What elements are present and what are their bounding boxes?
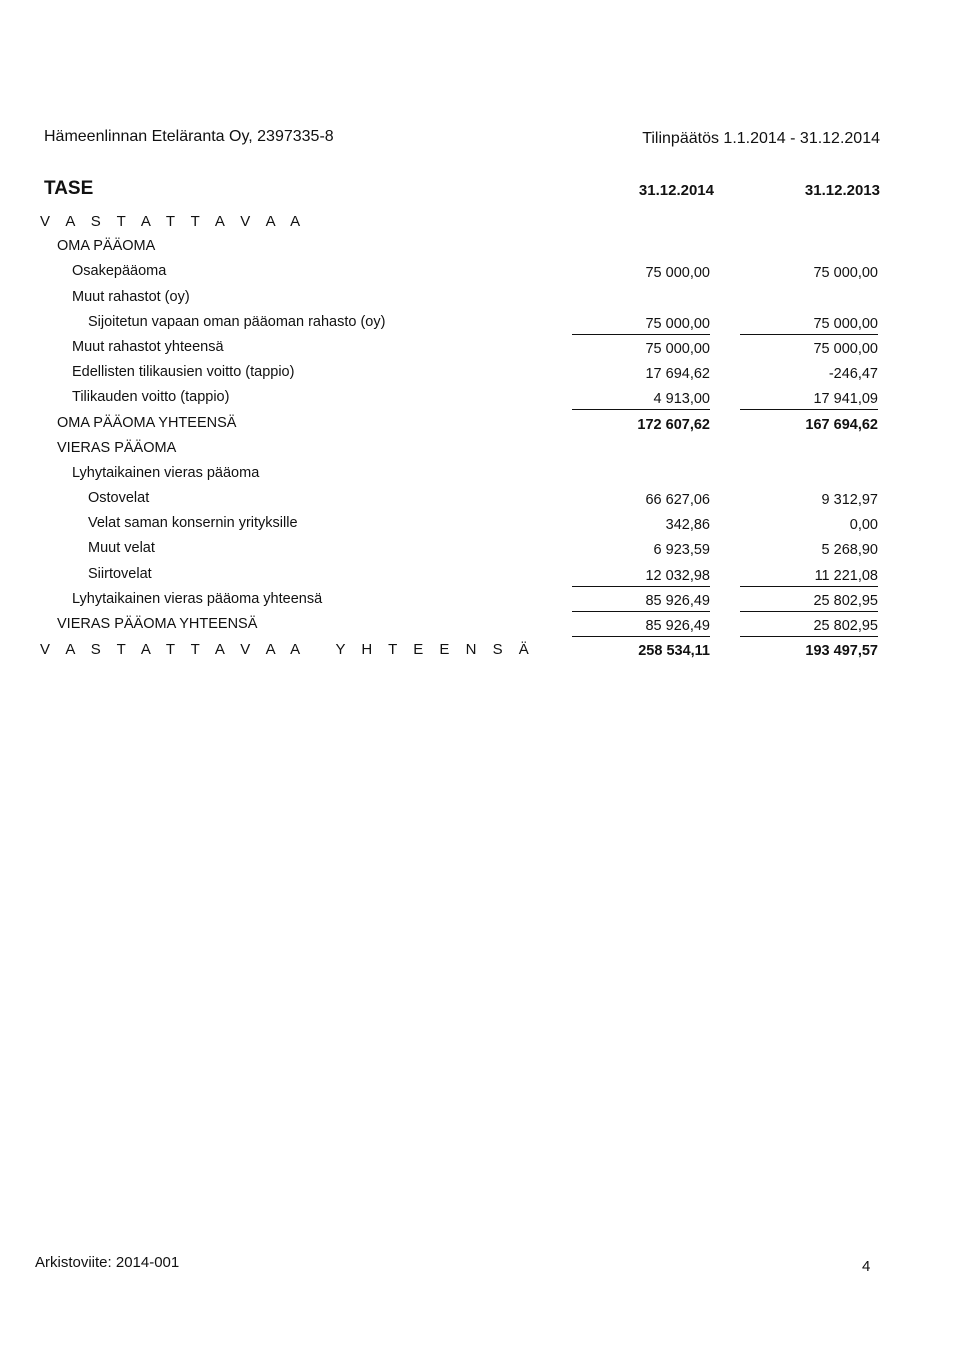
table-row [0, 613, 960, 638]
row-value-2013: 0,00 [849, 517, 878, 534]
row-label: Ostovelat [88, 490, 150, 507]
company-name: Hämeenlinnan Eteläranta Oy, 2397335-8 [44, 128, 334, 145]
table-row [0, 361, 960, 386]
page-number: 4 [862, 1258, 871, 1275]
row-value-2013: 5 268,90 [821, 542, 878, 559]
table-row [0, 286, 960, 311]
row-label: VIERAS PÄÄOMA YHTEENSÄ [57, 616, 258, 632]
row-value-2013: 11 221,08 [728, 568, 878, 584]
row-value-2013: 193 497,57 [805, 643, 878, 660]
row-label: Muut rahastot yhteensä [72, 338, 224, 355]
row-label: Tilikauden voitto (tappio) [72, 389, 230, 406]
table-row [0, 412, 960, 437]
row-value-2014: 85 926,49 [560, 593, 710, 609]
table-row [0, 487, 960, 512]
column-header-2013: 31.12.2013 [804, 182, 880, 199]
table-row [0, 537, 960, 562]
row-value-2014: 6 923,59 [653, 542, 710, 559]
row-value-2013: 25 802,95 [728, 618, 878, 634]
row-label: Lyhytaikainen vieras pääoma [72, 464, 260, 481]
row-label: Velat saman konsernin yrityksille [88, 515, 298, 532]
table-row [0, 260, 960, 285]
row-label: Edellisten tilikausien voitto (tappio) [72, 364, 295, 381]
row-label: V A S T A T T A V A A [40, 213, 307, 230]
row-value-2013: 75 000,00 [813, 265, 878, 282]
row-value-2014: 12 032,98 [560, 568, 710, 584]
table-row [0, 210, 960, 235]
row-value-2014: 172 607,62 [637, 416, 710, 433]
row-value-2013: 17 941,09 [728, 391, 878, 407]
row-label: Siirtovelat [88, 565, 152, 582]
row-value-2013: 75 000,00 [813, 340, 878, 357]
row-label: VIERAS PÄÄOMA [57, 439, 177, 456]
table-row [0, 462, 960, 487]
table-row [0, 235, 960, 260]
row-value-2013: -246,47 [828, 366, 878, 383]
row-value-2014: 258 534,11 [638, 643, 710, 660]
row-label: Muut rahastot (oy) [72, 288, 190, 305]
row-value-2014: 75 000,00 [560, 316, 710, 332]
table-row [0, 512, 960, 537]
row-label: OMA PÄÄOMA YHTEENSÄ [57, 414, 237, 431]
row-value-2014: 17 694,62 [645, 366, 710, 383]
table-row [0, 563, 960, 588]
row-value-2013: 9 312,97 [821, 492, 878, 509]
table-row [0, 638, 960, 663]
row-value-2013: 167 694,62 [805, 416, 878, 433]
row-value-2013: 25 802,95 [728, 593, 878, 609]
period-label: Tilinpäätös 1.1.2014 - 31.12.2014 [642, 130, 880, 147]
table-title: TASE [44, 178, 94, 199]
table-header [44, 178, 880, 206]
row-value-2014: 75 000,00 [645, 265, 710, 282]
row-label: Sijoitetun vapaan oman pääoman rahasto (oy) [88, 313, 386, 330]
row-value-2014: 4 913,00 [560, 391, 710, 407]
table-row [0, 386, 960, 411]
row-label: V A S T A T T A V A A Y H T E E N S Ä [40, 641, 535, 659]
row-label: OMA PÄÄOMA [57, 238, 156, 255]
table-row [0, 437, 960, 462]
row-value-2014: 66 627,06 [645, 492, 710, 509]
row-label: Osakepääoma [72, 263, 167, 280]
table-row [0, 311, 960, 336]
table-row [0, 588, 960, 613]
archive-reference: Arkistoviite: 2014-001 [35, 1254, 180, 1271]
table-row [0, 336, 960, 361]
row-value-2014: 85 926,49 [560, 618, 710, 634]
row-label: Muut velat [88, 540, 155, 557]
row-value-2014: 342,86 [665, 517, 710, 534]
column-header-2014: 31.12.2014 [638, 182, 714, 199]
row-label: Lyhytaikainen vieras pääoma yhteensä [72, 590, 323, 607]
balance-sheet-table [0, 210, 960, 663]
row-value-2014: 75 000,00 [645, 340, 710, 357]
row-value-2013: 75 000,00 [728, 316, 878, 332]
